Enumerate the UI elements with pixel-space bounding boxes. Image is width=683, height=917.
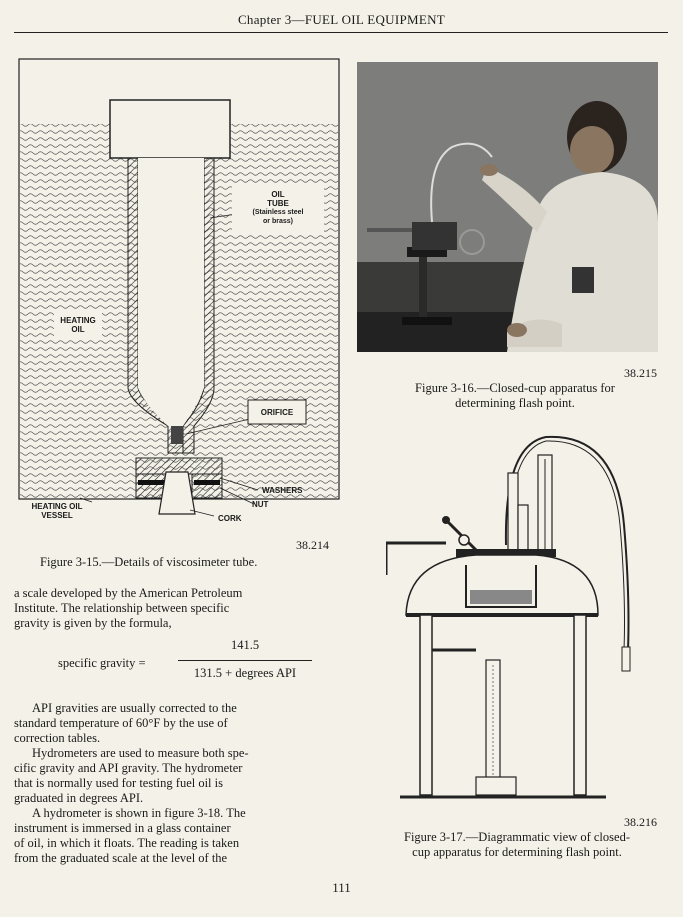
figure-3-15-number: 38.214: [296, 538, 329, 552]
oil-tube-label: OIL TUBE (Stainless steel or brass): [252, 190, 304, 225]
formula-lhs: specific gravity =: [58, 656, 146, 670]
paragraph-4: A hydrometer is shown in figure 3-18. The instrument is immersed in a glass container of oil, in which it floats. The reading is taken from the graduated scale at the level of the: [14, 806, 246, 865]
heating-oil-vessel-label: HEATING OIL VESSEL: [31, 502, 83, 520]
cork-label: CORK: [218, 514, 242, 523]
washers-label: WASHERS: [262, 486, 303, 495]
paragraph-2: API gravities are usually corrected to the standard temperature of 60°F by the use of correction tables.: [14, 701, 237, 745]
page-header: Chapter 3—FUEL OIL EQUIPMENT: [237, 12, 446, 27]
figure-3-17-caption: Figure 3-17.—Diagrammatic view of closed- cup apparatus for determining flash point.: [404, 830, 630, 859]
header-rule: [14, 32, 668, 33]
paragraph-3: Hydrometers are used to measure both spe- cific gravity and API gravity. The hydrometer that is normally used for testing fuel oil is graduated in degrees API.: [14, 746, 249, 805]
closed-cup-diagram: [386, 425, 656, 805]
figure-3-15: [18, 58, 340, 533]
heating-oil-label: HEATING OIL: [60, 316, 96, 334]
paragraph-1: a scale developed by the American Petroleum Institute. The relationship between specific gravity is given by the formula,: [14, 586, 243, 630]
formula-numerator: 141.5: [230, 638, 260, 652]
figure-3-15-caption: Figure 3-15.—Details of viscosimeter tube.: [40, 555, 258, 569]
flash-point-photo-illustration: [357, 62, 658, 352]
page-number: 111: [332, 880, 351, 895]
formula-denominator: 131.5 + degrees API: [193, 666, 297, 680]
figure-3-16-number: 38.215: [624, 366, 657, 380]
figure-3-17-number: 38.216: [624, 815, 657, 829]
figure-3-16-caption: Figure 3-16.—Closed-cup apparatus for determining flash point.: [415, 381, 615, 410]
formula-fraction-bar: [178, 660, 312, 661]
figure-3-17: [386, 425, 656, 805]
viscosimeter-diagram: [18, 58, 340, 533]
orifice-label: ORIFICE: [260, 408, 294, 417]
nut-label: NUT: [252, 500, 269, 509]
figure-3-16-photo: [357, 62, 658, 352]
